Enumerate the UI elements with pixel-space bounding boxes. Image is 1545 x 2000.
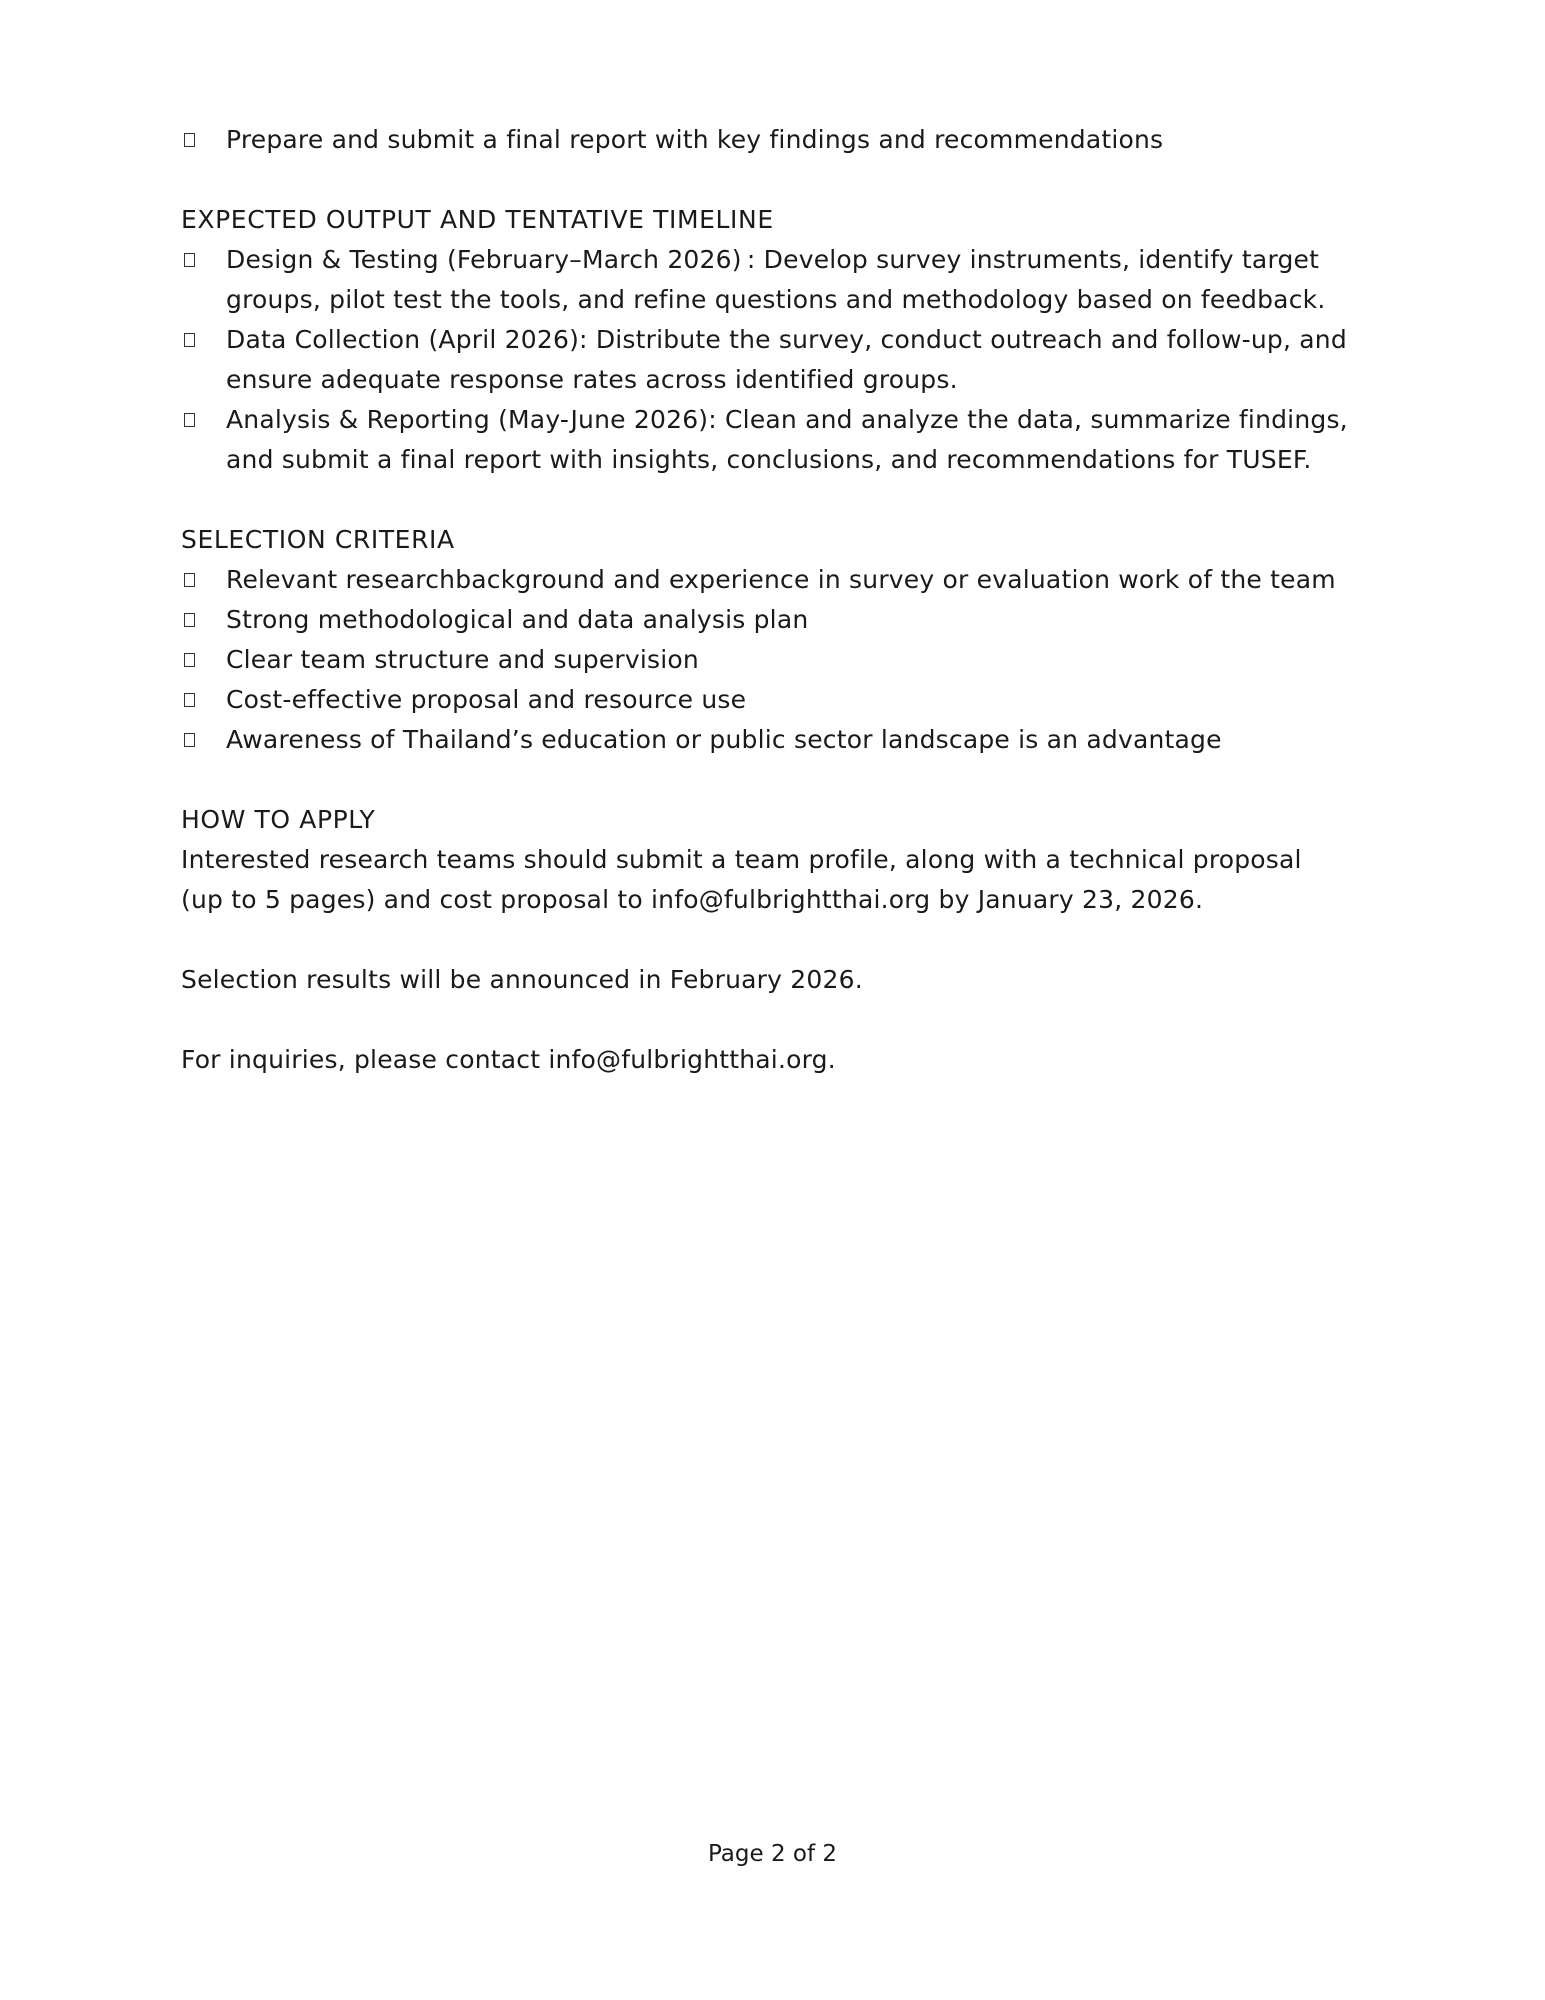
list-item-text: Strong methodological and data analysis plan: [226, 605, 809, 634]
bullet-box-icon: [184, 613, 195, 627]
criteria-list: [181, 560, 1351, 760]
bullet-box-icon: [184, 333, 195, 347]
list-item: [181, 640, 1351, 680]
apply-heading: HOW TO APPLY: [181, 805, 376, 834]
list-item: [181, 120, 1351, 160]
spacer: [181, 160, 1351, 200]
page-number-footer: Page 2 of 2: [707, 1841, 838, 1867]
spacer: [181, 1000, 1351, 1040]
list-item: [181, 240, 1351, 320]
list-item: [181, 320, 1351, 400]
list-item-text: Data Collection (April 2026): Distribute the survey, conduct outreach and follow-up, and ensure adequate response rates across identified groups.: [226, 325, 1347, 394]
list-item-text: Cost-effective proposal and resource use: [226, 685, 747, 714]
bullet-box-icon: [184, 413, 195, 427]
bullet-box-icon: [184, 133, 195, 147]
list-item: [181, 680, 1351, 720]
list-item-text: Analysis & Reporting (May-June 2026): Clean and analyze the data, summarize findings, and submit a final report with insights, conclusions, and recommendations for TUSEF.: [226, 405, 1348, 474]
spacer: [181, 480, 1351, 520]
inquiries-paragraph: For inquiries, please contact info@fulbrightthai.org.: [181, 1045, 836, 1074]
spacer: [181, 760, 1351, 800]
page-content: [181, 120, 1351, 1080]
bullet-box-icon: [184, 693, 195, 707]
bullet-box-icon: [184, 733, 195, 747]
bullet-box-icon: [184, 653, 195, 667]
list-item-text: Clear team structure and supervision: [226, 645, 699, 674]
list-item-text: Relevant researchbackground and experience in survey or evaluation work of the team: [226, 565, 1336, 594]
bullet-box-icon: [184, 253, 195, 267]
list-item: [181, 560, 1351, 600]
list-item-text: Design & Testing (February–March 2026) : Develop survey instruments, identify target groups, pilot test the tools, and refine questions and methodology based on feedback.: [226, 245, 1326, 314]
list-item: [181, 600, 1351, 640]
list-item: [181, 400, 1351, 480]
criteria-heading: SELECTION CRITERIA: [181, 525, 455, 554]
results-paragraph: Selection results will be announced in February 2026.: [181, 965, 863, 994]
list-item: [181, 720, 1351, 760]
intro-bullet-list: [181, 120, 1351, 160]
bullet-box-icon: [184, 573, 195, 587]
timeline-heading: EXPECTED OUTPUT AND TENTATIVE TIMELINE: [181, 205, 774, 234]
apply-paragraph: Interested research teams should submit a team profile, along with a technical proposal (up to 5 pages) and cost proposal to info@fulbrightthai.org by January 23, 2026.: [181, 845, 1302, 914]
spacer: [181, 920, 1351, 960]
list-item-text: Prepare and submit a final report with key findings and recommendations: [226, 125, 1164, 154]
list-item-text: Awareness of Thailand’s education or public sector landscape is an advantage: [226, 725, 1222, 754]
timeline-list: [181, 240, 1351, 480]
